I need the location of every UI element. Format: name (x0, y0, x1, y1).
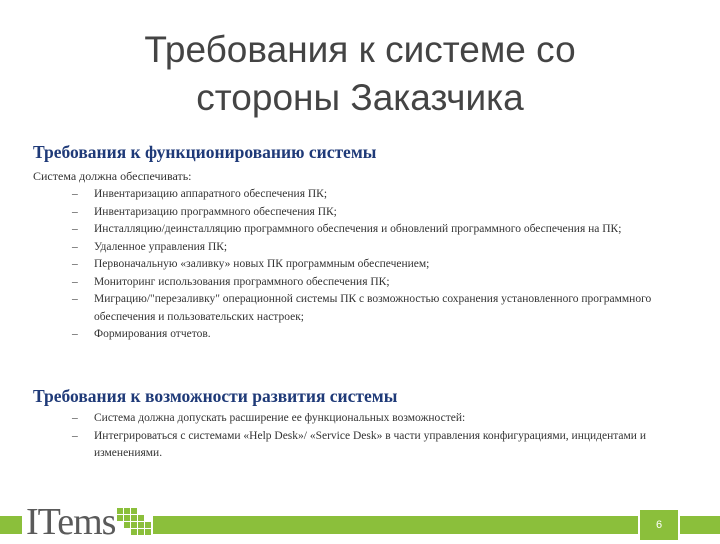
list-item-text: Инвентаризацию аппаратного обеспечения ПК; (94, 188, 328, 200)
logo-grid-icon (117, 508, 151, 538)
list-item-text: Инвентаризацию программного обеспечения ПК; (94, 205, 337, 218)
dash-bullet-icon: – (72, 293, 78, 305)
dash-bullet-icon: – (72, 188, 78, 200)
dash-bullet-icon: – (72, 223, 78, 235)
list-item (0, 239, 694, 257)
slide-title-line-1: Требования к системе со (144, 29, 576, 70)
list-item-text: Удаленное управления ПК; (94, 240, 228, 253)
list-item (0, 291, 694, 326)
list-item-text: Система должна допускать расширение ее функциональных возможностей: (94, 412, 466, 424)
slide-title (40, 26, 680, 122)
list-item-text: Интегрироваться с системами «Help Desk»/ «Service Desk» в части управления конфигурациями, инцидентами и изменениями. (94, 429, 646, 459)
dash-bullet-icon: – (72, 429, 78, 442)
list-item (0, 256, 694, 274)
dash-bullet-icon: – (72, 258, 78, 270)
section-intro: Система должна обеспечивать: (33, 169, 192, 183)
list-item-text: Первоначальную «заливку» новых ПК программным обеспечением; (94, 258, 430, 270)
dash-bullet-icon: – (72, 275, 78, 288)
list-item-text: Мониторинг использования программного обеспечения ПК; (94, 275, 390, 288)
page-number: 6 (640, 510, 678, 540)
list-item (0, 204, 694, 222)
list-item-text: Инсталляцию/деинсталляцию программного обеспечения и обновлений программного обеспечения на ПК; (94, 223, 622, 235)
footer-bar-right (680, 516, 720, 534)
list-item-text: Формирования отчетов. (94, 328, 211, 340)
dash-bullet-icon: – (72, 328, 78, 340)
list-item (0, 410, 694, 428)
development-requirements-list (0, 410, 694, 463)
dash-bullet-icon: – (72, 412, 78, 424)
section-heading-functioning: Требования к функционированию системы (33, 142, 377, 162)
list-item (0, 274, 694, 292)
list-item-text: Миграцию/"перезаливку" операционной системы ПК с возможностью сохранения установленного программного обеспечения и пользовательских настроек; (94, 293, 652, 323)
list-item (0, 428, 694, 463)
dash-bullet-icon: – (72, 240, 78, 253)
functioning-requirements-list (0, 186, 694, 344)
company-logo: ITems (26, 501, 116, 543)
slide-title-line-2: стороны Заказчика (196, 77, 524, 118)
list-item (0, 186, 694, 204)
list-item (0, 221, 694, 239)
footer-bar-left (0, 516, 22, 534)
section-heading-development: Требования к возможности развития системы (33, 386, 398, 406)
dash-bullet-icon: – (72, 205, 78, 218)
list-item (0, 326, 694, 344)
footer-bar-middle (153, 516, 638, 534)
